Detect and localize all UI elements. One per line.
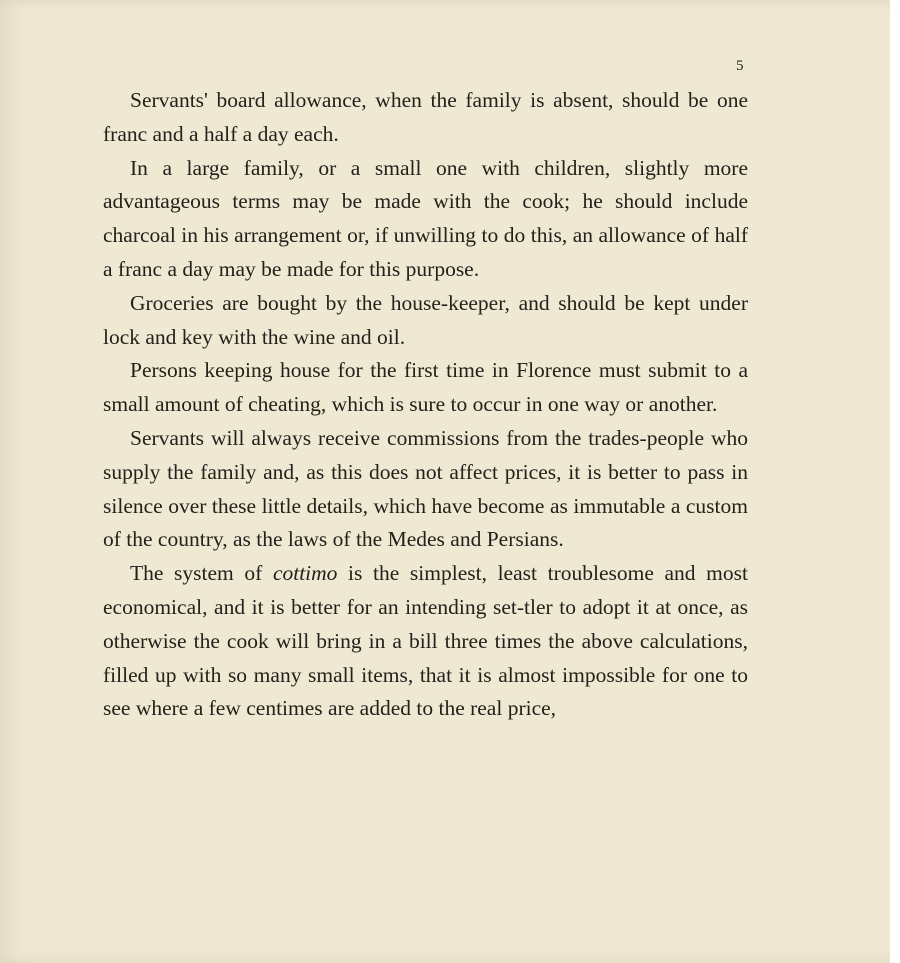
cottimo-italic-term: cottimo — [272, 561, 338, 586]
paragraph-persons-keeping-house: Persons keeping house for the first time in Florence must submit to a small amount of cheating, which is sure to occur in one way or another. — [103, 358, 748, 417]
paragraph-groceries: Groceries are bought by the house-keeper, and should be kept under lock and key with the wine and oil. — [103, 290, 748, 349]
cottimo-text-after: is the simplest, least troublesome and most economical, and it is better for an intending set-tler to adopt it at once, as otherwise the cook will bring in a bill three times the above calculations, filled up with so many small items, that it is almost impossible for one to see where a few centimes are added to the real price, — [103, 561, 748, 721]
paragraph-servants-commissions: Servants will always receive commissions from the trades-people who supply the family and, as this does not affect prices, it is better to pass in silence over these little details, which have become as immutable a custom of the country, as the laws of the Medes and Persians. — [103, 425, 748, 552]
cottimo-text-before: The system of — [130, 561, 273, 586]
page-number: 5 — [736, 58, 744, 74]
paragraph-servants-board: Servants' board allowance, when the family is absent, should be one franc and a half a day each. — [103, 88, 748, 146]
paragraph-cottimo-system — [103, 557, 748, 726]
paragraph-large-family: In a large family, or a small one with children, slightly more advantageous terms may be made with the cook; he should include charcoal in his arrangement or, if unwilling to do this, an allowance of half a franc a day may be made for this purpose. — [103, 155, 748, 281]
body-text — [103, 84, 748, 726]
